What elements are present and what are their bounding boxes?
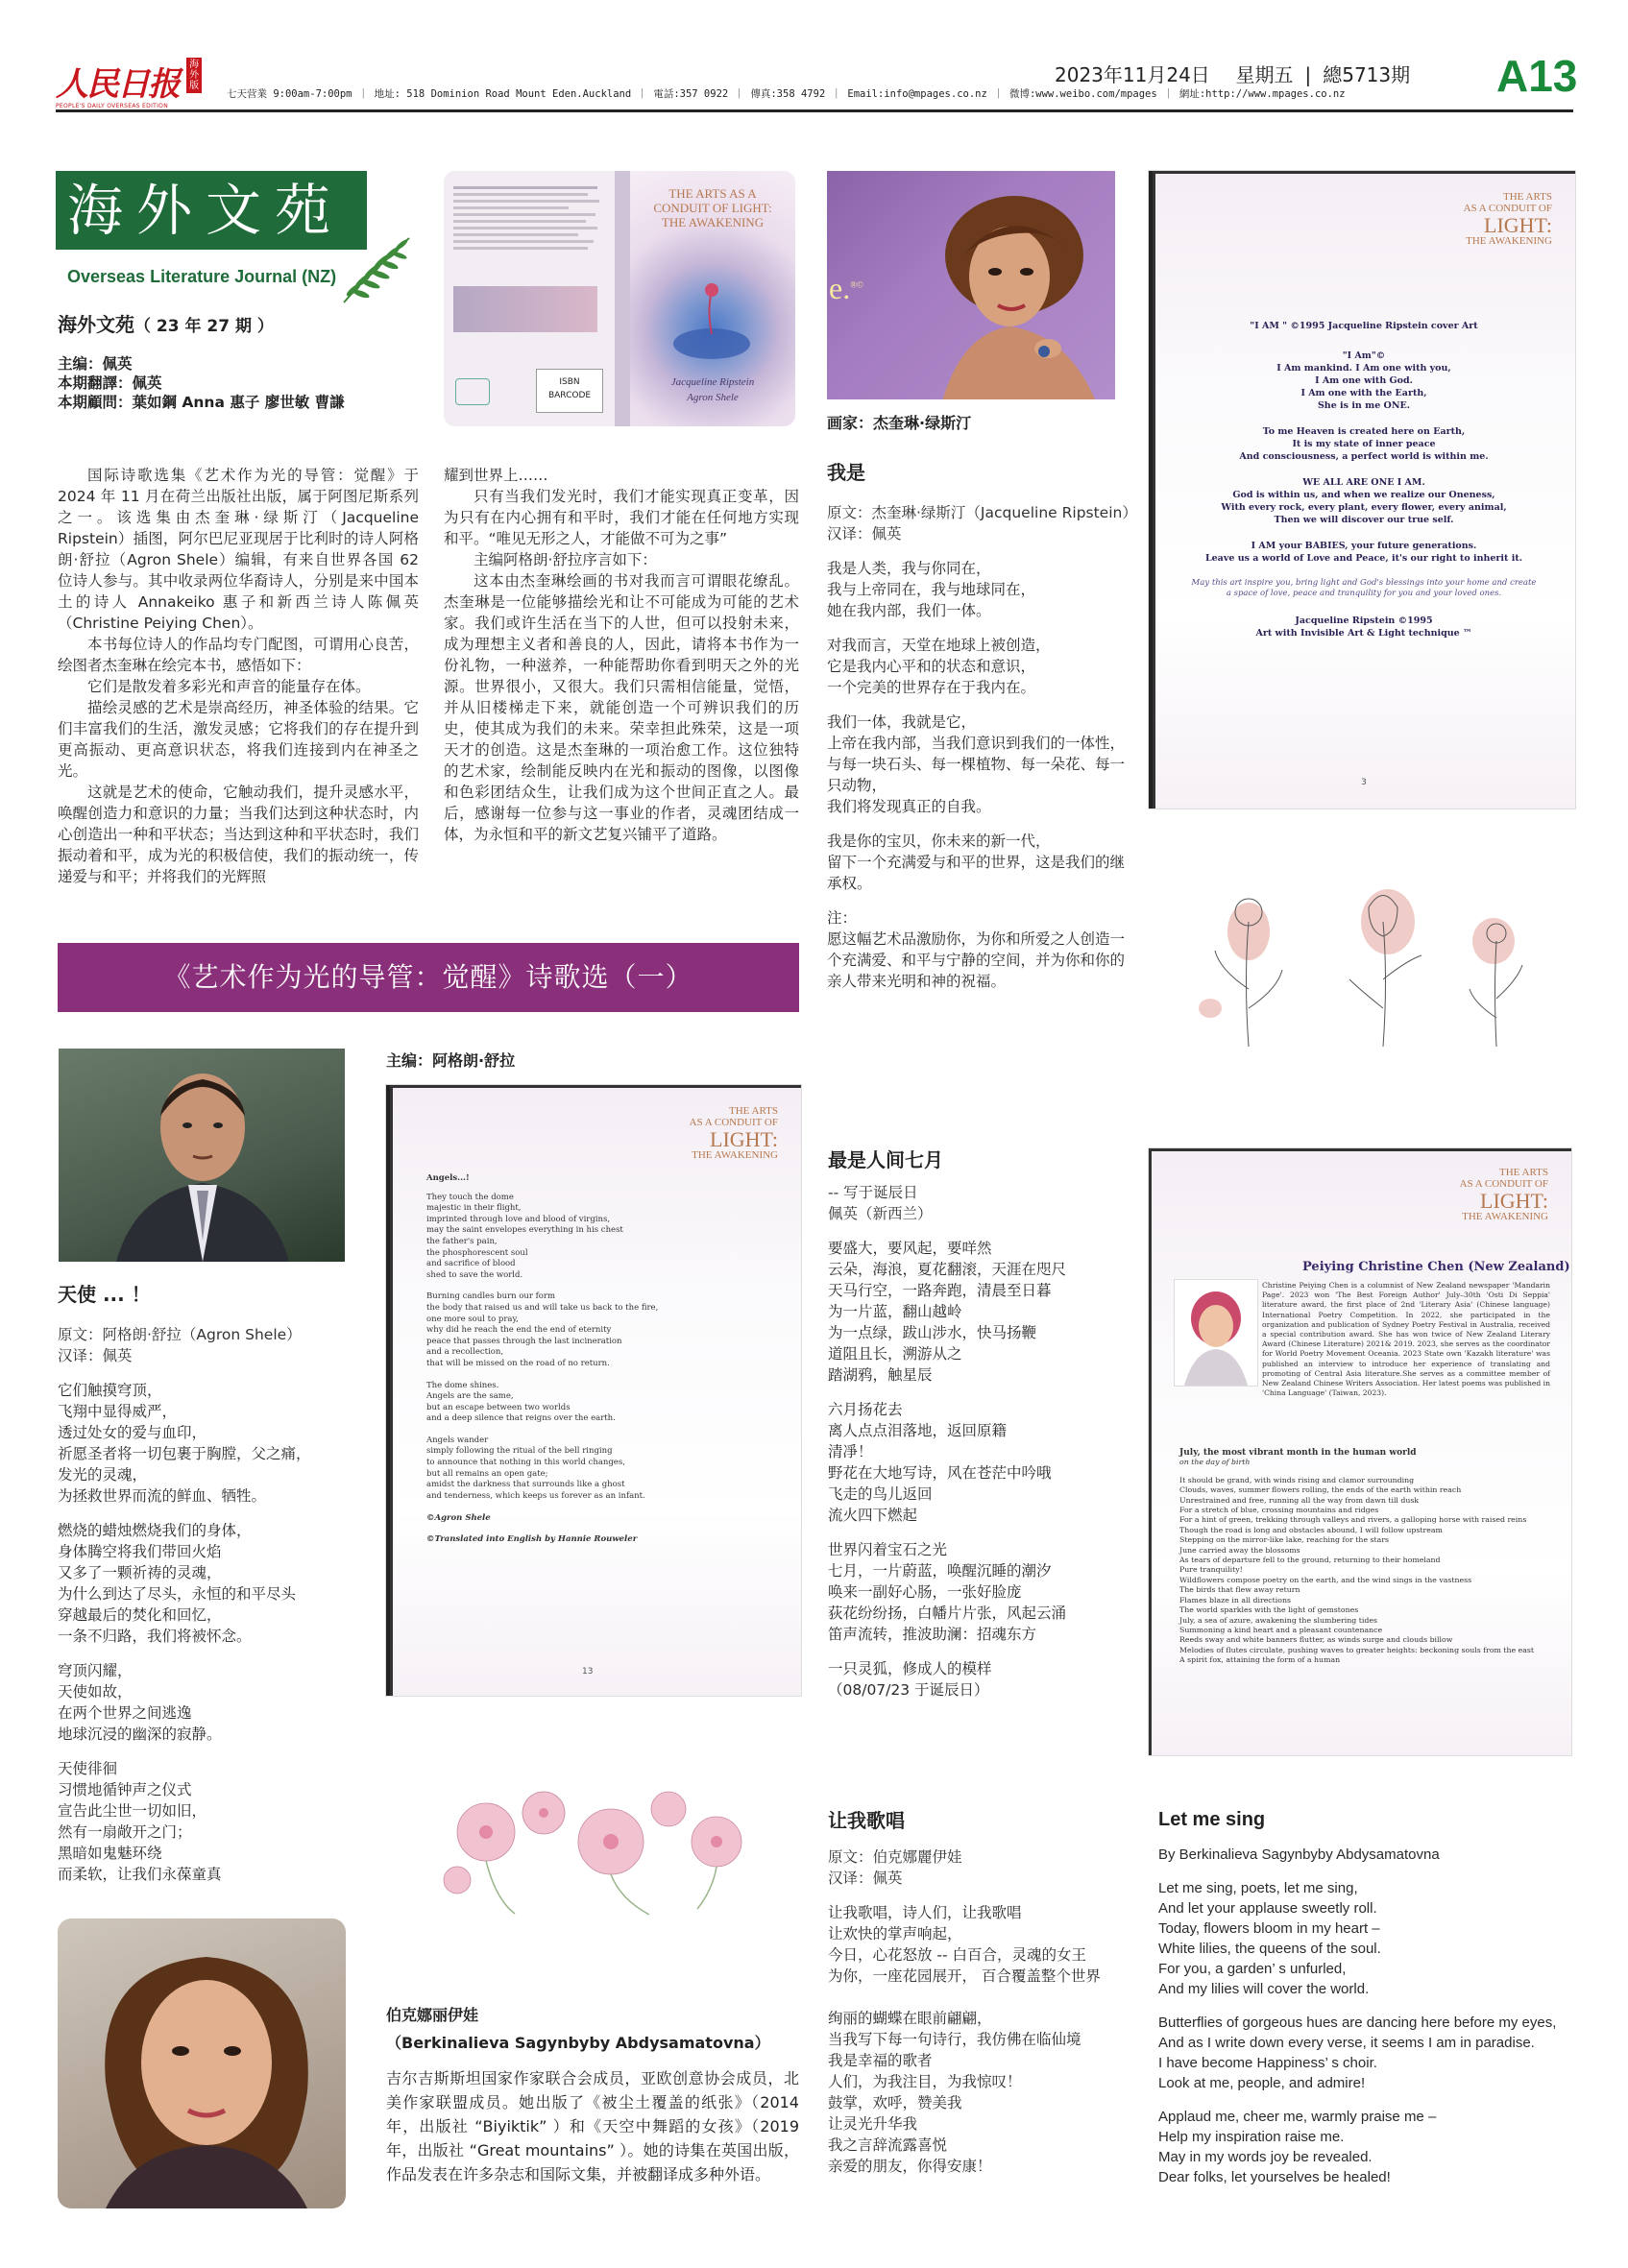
flowers-decoration-icon: [428, 1774, 761, 1918]
intro-paragraph: 只有当我们发光时，我们才能实现真正变革，因为只有在内心拥有和平时，我们才能在任何地方实现和平。“唯见无形之人，才能做不可为之事”: [444, 488, 799, 547]
issue-title: 海外文苑: [58, 313, 134, 336]
poem-line: 我是你的宝贝，你未来的新一代，: [827, 832, 1051, 850]
poem-line: 笛声流转，推波助澜：招魂东方: [828, 1626, 1037, 1643]
book-flower-art: [668, 277, 755, 363]
translator-credit: 本期翻譯：佩英: [58, 374, 162, 392]
angels-page-translated: ©Translated into English by Hannie Rouweler: [426, 1534, 638, 1545]
poem-body: [58, 1380, 375, 1885]
flower-decoration-icon: [1191, 864, 1537, 1056]
stanza: [828, 1658, 1135, 1701]
intro-col2: [444, 465, 799, 845]
stanza: [827, 831, 1134, 894]
poem-line: Help my inspiration raise me.: [1158, 2129, 1345, 2145]
fern-icon: [334, 230, 413, 307]
poem-line: 上帝在我内部，当我们意识到我们的一体性，: [827, 735, 1126, 752]
book-page-logo: THE ARTS AS A CONDUIT OF LIGHT: THE AWAKENING: [689, 1105, 778, 1162]
poem-line: 习惯地循钟声之仪式: [58, 1781, 192, 1798]
poem-title: Let me sing: [1158, 1809, 1266, 1830]
agron-photo: [59, 1049, 345, 1262]
iam-note: May this art inspire you, bring light and God's blessings into your home and create a space of love, peace and tranquility for you and your loved ones.: [1191, 578, 1537, 598]
intro-paragraph: 它们是散发着多彩光和声音的能量存在体。: [87, 678, 371, 695]
poem-let-me-sing-cn: [828, 1805, 1145, 2177]
poem-translator: 汉译：佩英: [828, 1870, 903, 1887]
issue-weekday: 星期五: [1235, 63, 1294, 86]
poem-line: And as I write down every verse, it seems I am in paradise.: [1158, 2035, 1535, 2051]
chen-poem-title: July, the most vibrant month in the human world: [1179, 1448, 1417, 1458]
poem-line: 亲爱的朋友，你得安康！: [828, 2158, 992, 2175]
poem-line: 与每一块石头、每一棵植物、每一朵花、每一只动物，: [827, 756, 1126, 794]
paper-name: 人民日报: [56, 65, 179, 104]
intro-paragraph: 耀到世界上……: [444, 467, 548, 484]
chief-editor: 主编：佩英: [58, 355, 133, 373]
poem-line: 唤来一副好心肠，一张好脸庞: [828, 1583, 1022, 1601]
overseas-badge: 海外版: [186, 58, 202, 93]
page-number-small: 13: [582, 1667, 594, 1677]
column-title-cn: 海外文苑: [67, 178, 345, 243]
intro-paragraph: 描绘灵感的艺术是崇高经历，神圣体验的结果。它们丰富我们的生活，激发灵感；它将我们的存在提升到更高振动、更高意识状态，将我们连接到内在神圣之光。: [58, 699, 419, 780]
poem-line: 当我写下每一句诗行，我仿佛在临仙境: [828, 2031, 1081, 2048]
poem-line: 而柔软，让我们永葆童真: [58, 1866, 222, 1883]
chen-poem-sub: on the day of birth: [1179, 1458, 1251, 1467]
poem-line: 一只灵狐，修成人的模样: [828, 1660, 992, 1677]
poem-translator: 汉译：佩英: [58, 1347, 133, 1364]
poem-line: 留下一个充满爱与和平的世界，这是我们的继承权。: [827, 854, 1126, 892]
poem-line: 为一点绿，跋山涉水，快马扬鞭: [828, 1324, 1037, 1341]
poem-line: Today, flowers bloom in my heart –: [1158, 1920, 1380, 1937]
book-illustrator: Jacqueline Ripstein: [670, 376, 755, 388]
poem-original: 原文：伯克娜麗伊娃: [828, 1848, 962, 1866]
poem-byline: By Berkinalieva Sagynbyby Abdysamatovna: [1158, 1846, 1440, 1863]
poem-angels: [58, 1279, 375, 1885]
iam-page-text: "I AM " ©1995 Jacqueline Ripstein cover Art "I Am"© I Am mankind. I Am one with you, I Am one with God. I Am one with the Earth, She is in me ONE. To me Heaven is created here on Earth, It is my state of inner peace And consciousness, a perfect world is within me. WE ALL ARE ONE I AM. God is within us, and when we realize our Oneness, With every rock, every plant, every flower, every animal, Then we will discover our true self. I AM your BABIES, your future generations. Leave us a world of Love and Peace, it's our right to inherit it. May this art inspire you, bring light and God's blessings into your home and create a space of love, peace and tranquility for you and your loved ones. Jacqueline Ripstein ©1995 Art with Invisible Art & Light technique ™: [1172, 320, 1556, 639]
intro-paragraph: 国际诗歌选集《艺术作为光的导管：觉醒》于 2024 年 11 月在荷兰出版社出版，属于阿图尼斯系列之一。该选集由杰奎琳·绿斯汀（Jacqueline Ripstein）插图，阿尔巴尼亚现居于比利时的诗人阿格朗·舒拉（Agron Shele）编辑，有来自世界各国 62 位诗人参与。其中收录两位华裔诗人，分别是来中国本土的诗人 Annakeiko 惠子和新西兰诗人陈佩英（Christine Peiying Chen）。: [58, 467, 419, 632]
poem-line: 我们将发现真正的自我。: [827, 798, 991, 815]
column-title-box: [56, 171, 367, 250]
column-masthead-info: [58, 309, 413, 412]
intro-col1: [58, 465, 419, 887]
stanza: [58, 1520, 375, 1647]
berkin-photo: [58, 1918, 346, 2208]
poem-line: 我是幸福的歌者: [828, 2052, 933, 2069]
poem-line: 让欢快的掌声响起，: [828, 1925, 962, 1942]
poem-line: 世界闪着宝石之光: [828, 1541, 948, 1558]
issue-no: （ 23 年 27 期 ）: [134, 317, 274, 336]
editor-caption: 主编：阿格朗·舒拉: [386, 1051, 516, 1070]
poem-line: 人们，为我注目，为我惊叹！: [828, 2073, 1022, 2090]
iam-book-page: [1149, 171, 1575, 808]
book-spine: [615, 171, 630, 426]
page-number-small: 3: [1361, 778, 1367, 787]
poem-july: [828, 1145, 1135, 1701]
poem-body: [828, 1238, 1135, 1701]
book-title: THE ARTS AS A CONDUIT OF LIGHT: THE AWAKENING: [653, 186, 772, 229]
poem-line: 黑暗如鬼魅环绕: [58, 1845, 162, 1862]
poem-line: 愿这幅艺术品激励你，为你和所爱之人创造一个充满爱、和平与宁静的空间，并为你和你的亲人带来光明和神的祝福。: [827, 930, 1126, 990]
paper-subtitle: PEOPLE'S DAILY OVERSEAS EDITION: [56, 103, 168, 109]
issue-info: 2023年11月24日 星期五 | 總5713期: [1055, 63, 1411, 86]
paper-logo: [56, 58, 202, 109]
poem-line: （08/07/23 于诞辰日）: [828, 1681, 989, 1699]
poem-line: 我与上帝同在，我与地球同在，: [827, 581, 1036, 598]
poem-line: 一个完美的世界存在于我内在。: [827, 679, 1036, 696]
book-back-cover: [444, 171, 615, 426]
poem-let-me-sing-en: [1158, 1809, 1577, 2187]
poem-line: 要盛大，要风起，要咩然: [828, 1240, 992, 1257]
poem-line: 飞翔中显得威严，: [58, 1403, 178, 1420]
poem-line: 在两个世界之间逃逸: [58, 1704, 192, 1722]
poem-line: 云朵，海浪，夏花翻滚，天涯在咫尺: [828, 1261, 1067, 1278]
chen-name: Peiying Christine Chen (New Zealand): [1302, 1260, 1570, 1274]
book-page-logo: THE ARTS AS A CONDUIT OF LIGHT: THE AWAKENING: [1463, 191, 1552, 248]
chen-portrait: [1175, 1280, 1257, 1386]
poem-line: 飞走的鸟儿返回: [828, 1485, 933, 1503]
poem-line: 今日，心花怒放 -- 白百合，灵魂的女王: [828, 1946, 1087, 1964]
stanza: [827, 635, 1134, 698]
poem-line: 身体腾空将我们带回火焰: [58, 1543, 222, 1560]
poem-line: 荻花纷纷扬，白幡片片张，风起云涌: [828, 1604, 1067, 1622]
poem-line: 让我歌唱，诗人们，让我歌唱: [828, 1904, 1022, 1921]
poem-line: 注：: [827, 909, 858, 927]
poem-line: 绚丽的蝴蝶在眼前翩翩，: [828, 2010, 992, 2027]
anthology-banner: [58, 943, 799, 1012]
poem-line: Look at me, people, and admire!: [1158, 2075, 1366, 2091]
poem-line: 透过处女的爱与血印，: [58, 1424, 207, 1441]
book-front-cover: [630, 171, 795, 426]
stanza: [1158, 2013, 1577, 2093]
painter-portrait: [904, 181, 1115, 399]
poem-line: 穿越最后的焚化和回忆，: [58, 1606, 222, 1624]
banner-text: 《艺术作为光的导管：觉醒》诗歌选（一）: [163, 961, 693, 993]
stanza: [1158, 1878, 1577, 1999]
poem-line: 我们一体，我就是它，: [827, 713, 977, 731]
poem-i-am: [827, 457, 1137, 992]
poem-line: 一条不归路，我们将被怀念。: [58, 1628, 252, 1645]
book-photo-strip: [453, 286, 597, 332]
poem-line: 野花在大地写诗，风在苍茫中吟哦: [828, 1464, 1052, 1482]
poem-title: 最是人间七月: [828, 1148, 943, 1171]
poem-line: 流火四下燃起: [828, 1507, 918, 1524]
poem-line: 然有一扇敞开之门；: [58, 1823, 192, 1841]
poem-line: 又多了一颗祈祷的灵魂，: [58, 1564, 222, 1581]
intro-paragraph: 这本由杰奎琳绘画的书对我而言可谓眼花缭乱。杰奎琳是一位能够描绘光和让不可能成为可能的艺术家。我们或许生活在当下的人世，但可以投射未来，成为理想主义者和善良的人，因此，请将本书作为一份礼物，一种滋养，一种能帮助你看到明天之外的光源。世界很小，又很大。我们只需相信能量，觉悟，并从旧楼梯走下来，就能创造一个可辨识我们的历史，使其成为我们的未来。荣幸担此殊荣，这是一项天才的创造。这是杰奎琳的一项治愈工作。这位独特的艺术家，绘制能反映内在光和振动的图像，以图像和色彩团结众生，让我们成为这个世间正直之人。最后，感谢每一位参与这一事业的作者，灵魂团结成一体，为永恒和平的新文艺复兴铺平了道路。: [444, 572, 799, 843]
poem-line: 天使徘徊: [58, 1760, 118, 1777]
stanza: [828, 1399, 1135, 1526]
isbn-label: ISBN: [559, 377, 580, 387]
poem-line: White lilies, the queens of the soul.: [1158, 1941, 1381, 1957]
poem-body: [828, 1902, 1145, 2177]
iam-technique: Art with Invisible Art & Light technique ™: [1255, 628, 1472, 639]
poem-translator: 汉译：佩英: [827, 525, 902, 543]
poem-original: 原文：阿格朗·舒拉（Agron Shele）: [58, 1326, 302, 1343]
poem-line: 燃烧的蜡烛燃烧我们的身体，: [58, 1522, 252, 1539]
poem-line: 为一片蓝，翻山越岭: [828, 1303, 962, 1320]
poem-line: 她在我内部，我们一体。: [827, 602, 991, 619]
stanza: [827, 558, 1134, 621]
iam-header: "I AM " ©1995 Jacqueline Ripstein cover Art: [1250, 321, 1478, 331]
poem-body: [1158, 1878, 1577, 2187]
poem-line: Dear folks, let yourselves be healed!: [1158, 2169, 1391, 2185]
chen-bio: Christine Peiying Chen is a columnist of New Zealand newspaper 'Mandarin Page'. 2023 won 'The Best Foreign Author' July–30th 'Osti Di Seppia' literature award, the first place of 2nd 'Literary Asia' (Chinese language) International Poetry Competition. In 2022, she participated in the organization and publication of Sydney Poetry Festival in Australia, received a special contribution award. She has won twice of New Zealand Literary Award (Chinese Literature) 2021& 2019. 2023, she serves as the coordinator for World Poetry Movement Oceania. 2023 State own 'Kazakh literature' was published an interview to introduce her experience of translating and promoting of Central Asia literature.She serves as a committee member of New Zealand Chinese Writers Association. Her latest poems was published in 'China Language' (Taiwan, 2023).: [1262, 1281, 1550, 1398]
painter-photo: [827, 171, 1115, 399]
poem-subtitle: -- 写于诞辰日: [828, 1184, 918, 1201]
publisher-logo: [455, 378, 490, 405]
chen-photo: [1174, 1279, 1258, 1387]
poem-line: 为拯救世界而流的鲜血、牺牲。: [58, 1487, 267, 1505]
poem-line: 它们触摸穹顶，: [58, 1382, 162, 1399]
poem-line: Let me sing, poets, let me sing,: [1158, 1880, 1358, 1896]
column-header: [56, 171, 407, 301]
chen-poem: July, the most vibrant month in the human world on the day of birth It should be grand, with winds rising and clamor surrounding Clouds, waves, summer flowers rolling, the ends of the earth within reach Unrestrained and free, running all the way from dawn till dusk For a stretch of blue, crossing mountains and ridges For a hint of green, trekking through valleys and rivers, a galloping horse with raised reins Though the road is long and obstacles abound, I will follow upstream Stepping on the mirror-like lake, reaching for the stars June carried away the blossoms As tears of departure fell to the ground, returning to their homeland Pure tranquility! Wildflowers compose poetry on the earth, and the wind sings in the vastness The birds that flew away return Flames blaze in all directions The world sparkles with the light of gemstones July, a sea of azure, awakening the slumbering tides Summoning a kind heart and a pleasant countenance Reeds sway and white banners flutter, as winds surge and clouds billow Melodies of flutes circulate, pushing waves to greater heights: beckoning souls from the east A spirit fox, attaining the form of a human: [1179, 1448, 1554, 1666]
issue-date: 2023年11月24日: [1055, 63, 1210, 86]
column-title-en: Overseas Literature Journal (NZ): [67, 267, 337, 286]
poem-line: 我之言辞流露喜悦: [828, 2136, 948, 2154]
chen-book-page: [1149, 1148, 1571, 1755]
berkin-name-cn: 伯克娜丽伊娃: [386, 2006, 479, 2024]
poem-line: 祈愿圣者将一切包裹于胸膛，父之痛，: [58, 1445, 311, 1462]
poem-line: May in my words joy be revealed.: [1158, 2149, 1373, 2165]
poem-line: 天使如故，: [58, 1683, 133, 1701]
poem-line: 为你，一座花园展开， 百合覆盖整个世界: [828, 1967, 1101, 1985]
isbn-box: [536, 369, 603, 413]
poem-line: 七月，一片蔚蓝，唤醒沉睡的潮汐: [828, 1562, 1052, 1580]
poem-title: 让我歌唱: [828, 1809, 905, 1832]
poem-original: 原文：杰奎琳·绿斯汀（Jacqueline Ripstein）: [827, 504, 1137, 521]
book-page-logo: THE ARTS AS A CONDUIT OF LIGHT: THE AWAKENING: [1459, 1167, 1548, 1223]
barcode-label: BARCODE: [547, 391, 592, 400]
poem-line: 对我而言，天堂在地球上被创造，: [827, 637, 1051, 654]
page-number: A13: [1496, 51, 1578, 101]
poem-line: 发光的灵魂，: [58, 1466, 148, 1484]
poem-line: 宣告此尘世一切如旧，: [58, 1802, 207, 1820]
poem-line: I have become Happiness’ s choir.: [1158, 2055, 1377, 2071]
poem-line: 六月扬花去: [828, 1401, 903, 1418]
stanza: [828, 1902, 1145, 1987]
masthead-rule: [56, 109, 1573, 112]
poem-line: 穹顶闪耀，: [58, 1662, 133, 1679]
poem-line: For you, a garden’ s unfurled,: [1158, 1961, 1347, 1977]
advisors-credit: 本期顧問：葉如鋼 Anna 惠子 廖世敏 曹謙: [58, 394, 345, 411]
berkin-bio: 吉尔吉斯斯坦国家作家联合会成员，亚欧创意协会成员，北美作家联盟成员。她出版了《被尘土覆盖的纸张》（2014 年，出版社 “Biyiktik” ）和《天空中舞蹈的女孩》（2019 年，出版社 “Great mountains” ）。她的诗集在英国出版，作品发表在许多杂志和国际文集，并被翻译成多种外语。: [386, 2069, 799, 2184]
angels-book-page: [386, 1085, 801, 1696]
poem-line: And let your applause sweetly roll.: [1158, 1900, 1377, 1917]
poem-line: And my lilies will cover the world.: [1158, 1981, 1370, 1997]
poem-line: 为什么到达了尽头，永恒的和平尽头: [58, 1585, 297, 1603]
intro-paragraph: 主编阿格朗·舒拉序言如下：: [474, 551, 657, 568]
poem-line: Applaud me, cheer me, warmly praise me –: [1158, 2109, 1437, 2125]
berkin-bio-block: [386, 2003, 799, 2186]
book-editor: Agron Shele: [687, 392, 739, 403]
poem-line: 鼓掌，欢呼，赞美我: [828, 2094, 962, 2111]
intro-paragraph: 本书每位诗人的作品均专门配图，可谓用心良苦，绘图者杰奎琳在绘完本书，感悟如下：: [58, 636, 419, 674]
iam-signature: Jacqueline Ripstein ©1995: [1295, 615, 1433, 626]
poem-line: Butterflies of gorgeous hues are dancing here before my eyes,: [1158, 2015, 1557, 2031]
stanza: [58, 1758, 375, 1885]
poem-line: 它是我内心平和的状态和意识，: [827, 658, 1036, 675]
stanza: [828, 1238, 1135, 1386]
poem-title: 天使 ... ！: [58, 1283, 151, 1306]
stanza: [828, 1539, 1135, 1645]
masthead: [56, 50, 1578, 115]
poem-author: 佩英（新西兰）: [828, 1205, 933, 1222]
info-bar: 七天营業 9:00am-7:00pm ｜ 地址: 518 Dominion Road Mount Eden.Auckland ｜ 電話:357 0922 ｜ 傳真:358 4792 ｜ Email:info@mpages.co.nz ｜ 微博:www.weibo.com/mpages ｜ 網址:http://www.mpages.co.nz: [227, 88, 1346, 100]
angels-page-author: ©Agron Shele: [426, 1513, 491, 1524]
painter-caption: 画家：杰奎琳·绿斯汀: [827, 414, 972, 432]
intro-paragraph: 这就是艺术的使命，它触动我们，提升灵感水平，唤醒创造力和意识的力量；当我们达到这种状态时，内心创造出一种和平状态；当达到这种和平状态时，我们振动着和平，成为光的积极信使，我们的振动统一，传递爱与和平；并将我们的光辉照: [58, 784, 419, 885]
book-cover: [444, 171, 795, 426]
poem-line: 让灵光升华我: [828, 2115, 918, 2133]
stanza: [827, 712, 1134, 817]
poem-title: 我是: [827, 461, 865, 484]
poem-line: 天马行空，一路奔跑，清晨至日暮: [828, 1282, 1052, 1299]
angels-page-text: Angels...! They touch the dome majestic in their flight, imprinted through love and blood of virgins, may the saint envelopes everything in his chest the father's pain, the phosphorescent soul and sacrifice of blood shed to save the world. Burning candles burn our form the body that raised us and will take us back to the fire, one more soul to pray, why did he reach the end the end of eternity peace that passes through the last incineration and a recollection, that will be missed on the road of no return. The dome shines. Angels are the same, but an escape between two worlds and a deep silence that reigns over the earth. Angels wander simply following the ritual of the bell ringing to announce that nothing in this world changes, but all remains an open gate; amidst the darkness that surrounds like a ghost and tenderness, which keeps us forever as an infant. ©Agron Shele ©Translated into English by Hannie Rouweler: [426, 1173, 772, 1546]
poem-line: 地球沉浸的幽深的寂静。: [58, 1725, 222, 1743]
berkin-name-en: （Berkinalieva Sagynbyby Abdysamatovna）: [386, 2034, 770, 2052]
stanza: [58, 1660, 375, 1745]
issue-number: 總5713期: [1323, 63, 1411, 86]
berkin-portrait: [77, 1928, 336, 2208]
poem-line: 离人点点泪落地，返回原籍: [828, 1422, 1008, 1439]
painter-sign-text: e.®©: [829, 271, 863, 305]
poem-line: 踏湖鸦，触星辰: [828, 1366, 933, 1384]
poem-body: [827, 558, 1134, 992]
agron-portrait: [97, 1049, 308, 1262]
poem-line: 清凈！: [828, 1443, 873, 1460]
poem-line: 我是人类，我与你同在，: [827, 560, 991, 577]
stanza: [827, 907, 1134, 992]
poem-line: 道阻且长，溯游从之: [828, 1345, 962, 1363]
stanza: [1158, 2107, 1577, 2187]
angels-page-title: Angels...!: [426, 1173, 470, 1183]
stanza: [828, 2008, 1145, 2177]
stanza: [58, 1380, 375, 1507]
